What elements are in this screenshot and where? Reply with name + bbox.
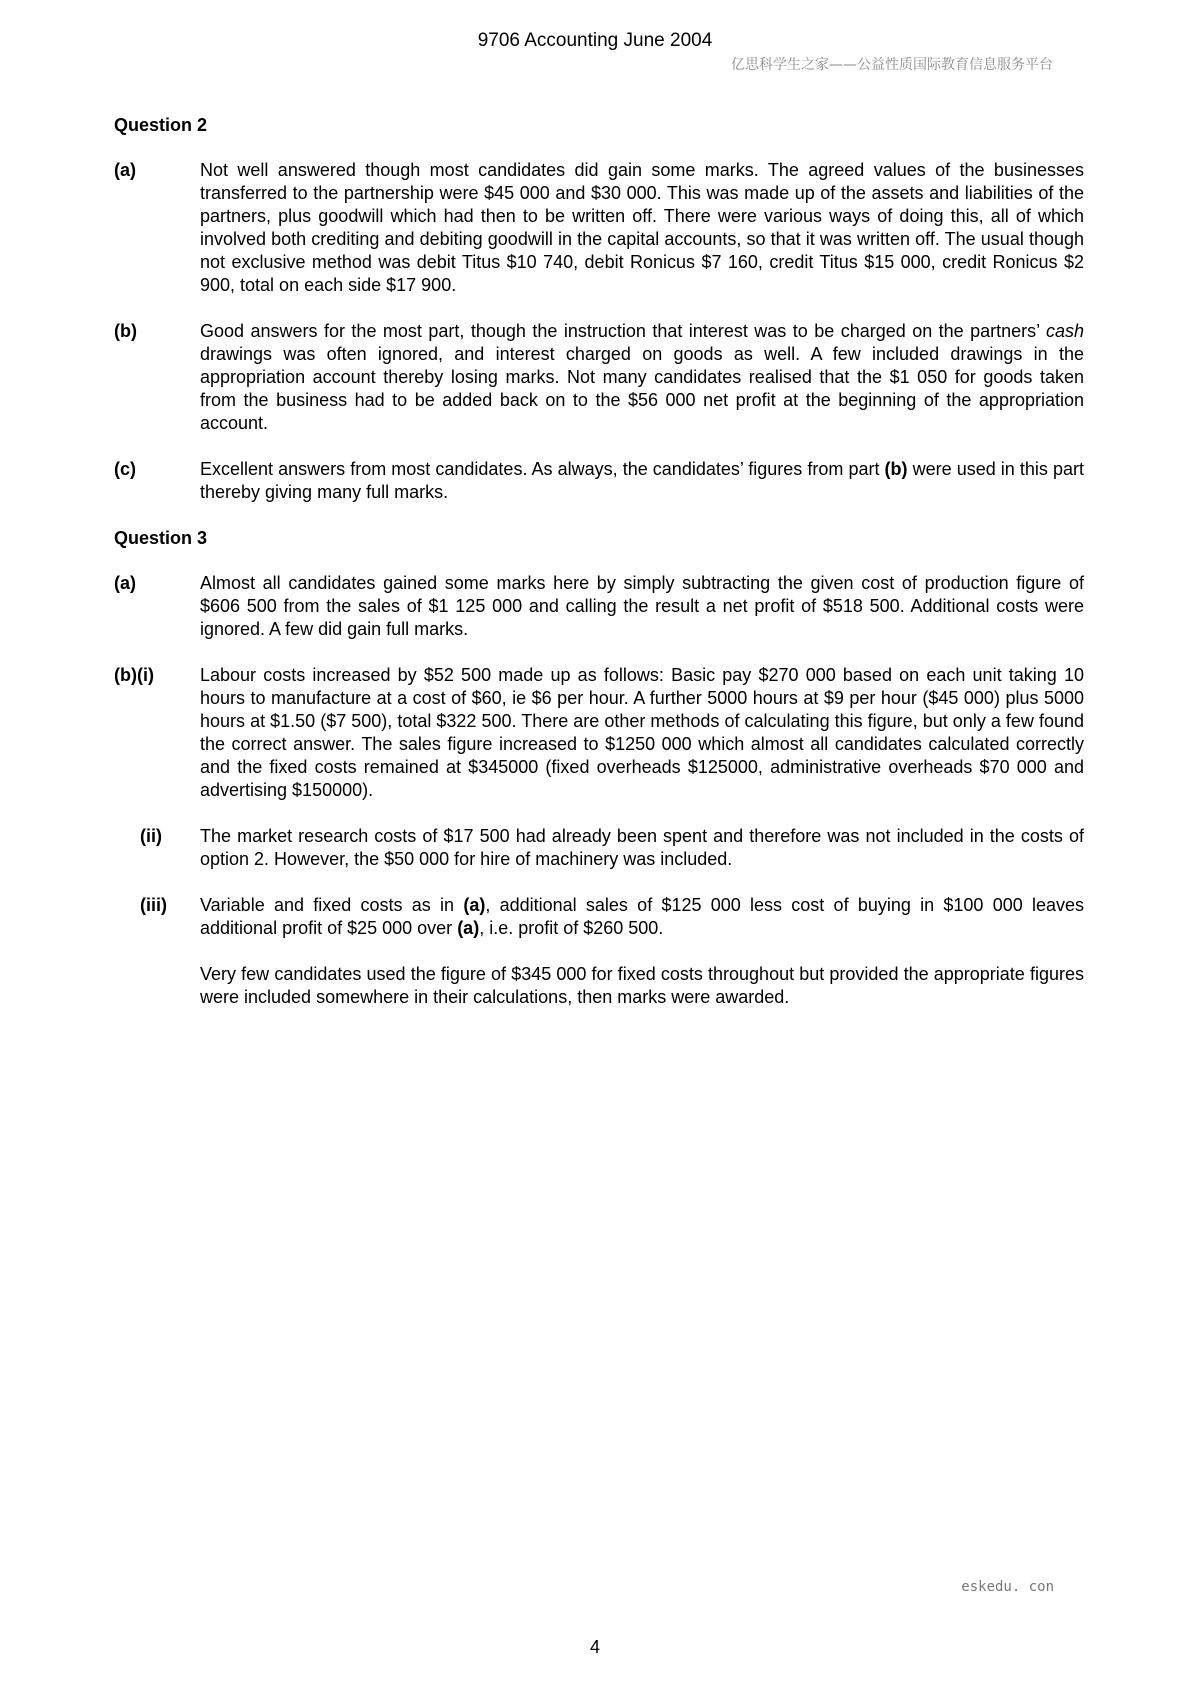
item-label: (ii) [140,826,162,846]
page-number: 4 [589,1637,600,1657]
bold-run: (b) [884,459,908,479]
page-header-watermark: 亿思科学生之家——公益性质国际教育信息服务平台 [731,57,1053,73]
document-body [114,114,1084,1032]
text-run: were used in this part thereby giving many full marks. [200,459,1084,502]
item-label: (a) [114,573,136,593]
item-label-empty [114,963,200,1009]
item-text: Not well answered though most candidates did gain some marks. The agreed values of the businesses transferred to the partnership were $45 000 and $30 000. This was made up of the assets and liabilities of the partners, plus goodwill which had then to be written off. There were various ways of doing this, all of which involved both crediting and debiting goodwill in the capital accounts, so that it was written off. The usual though not exclusive method was debit Titus $10 740, debit Ronicus $7 160, credit Titus $15 000, credit Ronicus $2 900, total on each side $17 900. [200,160,1084,295]
text-run: Variable and fixed costs as in [200,895,464,915]
item-text: Very few candidates used the figure of $345 000 for fixed costs throughout but provided the appropriate figures were included somewhere in their calculations, then marks were awarded. [200,964,1084,1007]
item-label: (iii) [140,895,167,915]
item-label: (b) [114,321,137,341]
text-run: , additional sales of $125 000 less cost of buying in $100 000 leaves additional profit of $25 000 over [200,895,1085,938]
item-label: (a) [114,160,136,180]
question-3-note [114,963,1084,1009]
question-3b-i [114,664,1084,802]
footer-watermark: eskedu. con [961,1579,1054,1595]
item-label: (c) [114,459,136,479]
page-header-title: 9706 Accounting June 2004 [477,30,713,51]
question-2c [114,458,1084,504]
question-3b-iii [114,894,1084,940]
item-text [200,320,1084,435]
question-2a [114,159,1084,297]
item-text: The market research costs of $17 500 had already been spent and therefore was not included in the costs of option 2. However, the $50 000 for hire of machinery was included. [200,826,1084,869]
text-run: Excellent answers from most candidates. As always, the candidates’ figures from part [200,459,885,479]
italic-run: cash [1045,321,1084,341]
question-3b-ii [114,825,1084,871]
item-text [200,458,1084,504]
item-text: Almost all candidates gained some marks here by simply subtracting the given cost of production figure of $606 500 from the sales of $1 125 000 and calling the result a net profit of $518 500. Additional costs were ignored. A few did gain full marks. [200,573,1084,639]
text-run: , i.e. profit of $260 500. [479,918,664,938]
item-text [200,894,1084,940]
text-run: Good answers for the most part, though the instruction that interest was to be charged on the partners’ [200,321,1046,341]
question-3-title: Question 3 [114,528,208,548]
bold-run: (a) [457,918,480,938]
bold-run: (a) [463,895,486,915]
question-2-title: Question 2 [114,115,208,135]
question-2b [114,320,1084,435]
item-label: (b)(i) [114,665,154,685]
item-text: Labour costs increased by $52 500 made up as follows: Basic pay $270 000 based on each unit taking 10 hours to manufacture at a cost of $60, ie $6 per hour. A further 5000 hours at $9 per hour ($45 000) plus 5000 hours at $1.50 ($7 500), total $322 500. There are other methods of calculating this figure, but only a few found the correct answer. The sales figure increased to $1250 000 which almost all candidates calculated correctly and the fixed costs remained at $345000 (fixed overheads $125000, administrative overheads $70 000 and advertising $150000). [200,665,1084,800]
question-3a [114,572,1084,641]
text-run: drawings was often ignored, and interest charged on goods as well. A few included drawings in the appropriation account thereby losing marks. Not many candidates realised that the $1 050 for goods taken from the business had to be added back on to the $56 000 net profit at the beginning of the appropriation account. [200,344,1084,433]
